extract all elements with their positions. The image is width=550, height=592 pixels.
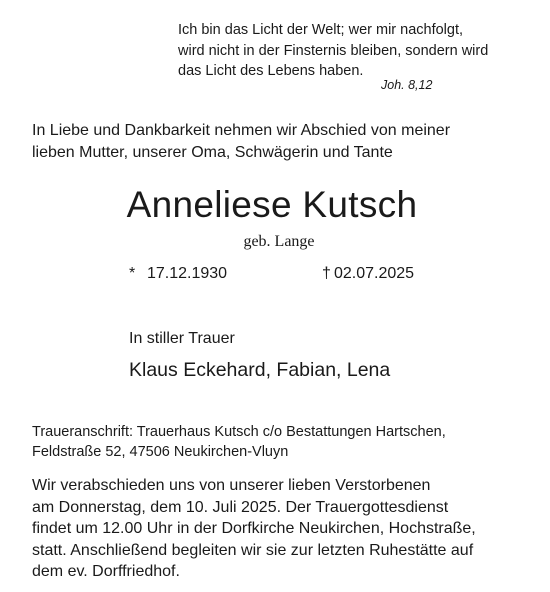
- address-line-2: Feldstraße 52, 47506 Neukirchen-Vluyn: [32, 444, 289, 460]
- death-date: 02.07.2025: [334, 265, 415, 282]
- details-line-5: dem ev. Dorffriedhof.: [32, 563, 180, 580]
- born-name-block: [0, 231, 550, 253]
- intro-text: [32, 120, 532, 164]
- details-line-4: statt. Anschließend begleiten wir sie zur letzten Ruhestätte auf: [32, 541, 474, 559]
- born-name: geb. Lange: [243, 233, 315, 250]
- details-line-2: am Donnerstag, dem 10. Juli 2025. Der Trauergottesdienst: [32, 498, 449, 516]
- bible-verse: [178, 20, 528, 82]
- cross-icon: †: [322, 265, 331, 282]
- mourning-label: In stiller Trauer: [129, 330, 235, 347]
- birth-symbol: *: [129, 265, 136, 282]
- condolence-address: [32, 422, 542, 462]
- details-line-1: Wir verabschieden uns von unserer lieben Verstorbenen: [32, 477, 431, 494]
- verse-line-3: das Licht des Lebens haben.: [178, 63, 364, 79]
- verse-reference: Joh. 8,12: [381, 78, 433, 92]
- funeral-details: [32, 475, 547, 583]
- details-line-3: findet um 12.00 Uhr in der Dorfkirche Neukirchen, Hochstraße,: [32, 520, 476, 537]
- deceased-name: Anneliese Kutsch: [126, 184, 418, 225]
- deceased-name-block: [0, 182, 550, 228]
- verse-line-2: wird nicht in der Finsternis bleiben, sondern wird: [178, 42, 489, 59]
- intro-line-1: In Liebe und Dankbarkeit nehmen wir Abschied von meiner: [32, 122, 451, 139]
- mourner-names: Klaus Eckehard, Fabian, Lena: [129, 359, 391, 381]
- verse-line-1: Ich bin das Licht der Welt; wer mir nachfolgt,: [178, 22, 464, 38]
- death-date-block: [322, 263, 414, 285]
- address-line-1: Traueranschrift: Trauerhaus Kutsch c/o Bestattungen Hartschen,: [32, 424, 446, 440]
- birth-date: 17.12.1930: [147, 265, 228, 282]
- intro-line-2: lieben Mutter, unserer Oma, Schwägerin und Tante: [32, 144, 393, 161]
- birth-date-block: [129, 263, 227, 285]
